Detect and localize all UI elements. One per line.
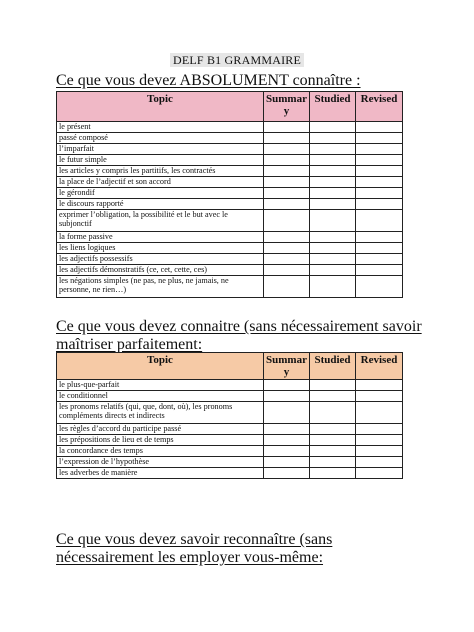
column-header-topic: Topic <box>57 353 264 380</box>
column-header-revised: Revised <box>356 92 403 122</box>
topic-cell: les pronoms relatifs (qui, que, dont, où), les pronoms compléments directs et indirects <box>57 402 264 424</box>
summary-checkbox-cell[interactable] <box>264 210 310 232</box>
column-header-summary: Summar y <box>264 353 310 380</box>
topic-cell: les liens logiques <box>57 243 264 254</box>
studied-checkbox-cell[interactable] <box>310 468 356 479</box>
table-row <box>57 402 403 424</box>
topic-cell: les règles d’accord du participe passé <box>57 424 264 435</box>
revised-checkbox-cell[interactable] <box>356 210 403 232</box>
column-header-studied: Studied <box>310 92 356 122</box>
summary-checkbox-cell[interactable] <box>264 265 310 276</box>
topic-cell: la place de l’adjectif et son accord <box>57 177 264 188</box>
studied-checkbox-cell[interactable] <box>310 188 356 199</box>
revised-checkbox-cell[interactable] <box>356 122 403 133</box>
revised-checkbox-cell[interactable] <box>356 243 403 254</box>
studied-checkbox-cell[interactable] <box>310 435 356 446</box>
studied-checkbox-cell[interactable] <box>310 457 356 468</box>
table-row <box>57 133 403 144</box>
table-header-row <box>57 353 403 380</box>
summary-checkbox-cell[interactable] <box>264 133 310 144</box>
topic-cell: les articles y compris les partitifs, les contractés <box>57 166 264 177</box>
summary-checkbox-cell[interactable] <box>264 177 310 188</box>
studied-checkbox-cell[interactable] <box>310 210 356 232</box>
summary-checkbox-cell[interactable] <box>264 276 310 298</box>
table-row <box>57 199 403 210</box>
summary-checkbox-cell[interactable] <box>264 166 310 177</box>
summary-checkbox-cell[interactable] <box>264 402 310 424</box>
topic-cell: le présent <box>57 122 264 133</box>
revised-checkbox-cell[interactable] <box>356 468 403 479</box>
topic-cell: exprimer l’obligation, la possibilité et le but avec le subjonctif <box>57 210 264 232</box>
summary-checkbox-cell[interactable] <box>264 254 310 265</box>
table-row <box>57 457 403 468</box>
topic-cell: les négations simples (ne pas, ne plus, ne jamais, ne personne, ne rien…) <box>57 276 264 298</box>
revised-checkbox-cell[interactable] <box>356 402 403 424</box>
summary-checkbox-cell[interactable] <box>264 446 310 457</box>
table-row <box>57 276 403 298</box>
table-row <box>57 155 403 166</box>
summary-checkbox-cell[interactable] <box>264 380 310 391</box>
revised-checkbox-cell[interactable] <box>356 276 403 298</box>
revised-checkbox-cell[interactable] <box>356 188 403 199</box>
table-row <box>57 166 403 177</box>
summary-checkbox-cell[interactable] <box>264 457 310 468</box>
summary-checkbox-cell[interactable] <box>264 243 310 254</box>
summary-checkbox-cell[interactable] <box>264 232 310 243</box>
section-heading-should-know: Ce que vous devez connaitre (sans nécessairement savoir maîtriser parfaitement: <box>56 318 422 353</box>
studied-checkbox-cell[interactable] <box>310 402 356 424</box>
topic-cell: les adjectifs possessifs <box>57 254 264 265</box>
table-row <box>57 243 403 254</box>
summary-checkbox-cell[interactable] <box>264 199 310 210</box>
studied-checkbox-cell[interactable] <box>310 155 356 166</box>
revised-checkbox-cell[interactable] <box>356 199 403 210</box>
column-header-topic: Topic <box>57 92 264 122</box>
column-header-studied: Studied <box>310 353 356 380</box>
summary-checkbox-cell[interactable] <box>264 391 310 402</box>
revised-checkbox-cell[interactable] <box>356 155 403 166</box>
topic-cell: passé composé <box>57 133 264 144</box>
studied-checkbox-cell[interactable] <box>310 177 356 188</box>
revised-checkbox-cell[interactable] <box>356 232 403 243</box>
revised-checkbox-cell[interactable] <box>356 254 403 265</box>
studied-checkbox-cell[interactable] <box>310 424 356 435</box>
studied-checkbox-cell[interactable] <box>310 276 356 298</box>
table-row <box>57 265 403 276</box>
topic-cell: la concordance des temps <box>57 446 264 457</box>
section-heading-recognize: Ce que vous devez savoir reconnaître (sans nécessairement les employer vous-même: <box>56 531 333 566</box>
studied-checkbox-cell[interactable] <box>310 199 356 210</box>
revised-checkbox-cell[interactable] <box>356 446 403 457</box>
topic-cell: le conditionnel <box>57 391 264 402</box>
studied-checkbox-cell[interactable] <box>310 144 356 155</box>
studied-checkbox-cell[interactable] <box>310 166 356 177</box>
summary-checkbox-cell[interactable] <box>264 188 310 199</box>
table-row <box>57 468 403 479</box>
table-row <box>57 144 403 155</box>
studied-checkbox-cell[interactable] <box>310 243 356 254</box>
column-header-revised: Revised <box>356 353 403 380</box>
topic-cell: l’imparfait <box>57 144 264 155</box>
revised-checkbox-cell[interactable] <box>356 457 403 468</box>
table-row <box>57 188 403 199</box>
topic-cell: l’expression de l’hypothèse <box>57 457 264 468</box>
topic-cell: le futur simple <box>57 155 264 166</box>
revised-checkbox-cell[interactable] <box>356 166 403 177</box>
topic-cell: le plus-que-parfait <box>57 380 264 391</box>
column-header-summary: Summar y <box>264 92 310 122</box>
table-row <box>57 232 403 243</box>
table-row <box>57 254 403 265</box>
summary-checkbox-cell[interactable] <box>264 468 310 479</box>
section-heading-must-know: Ce que vous devez ABSOLUMENT connaître : <box>56 72 361 89</box>
document-title: DELF B1 GRAMMAIRE <box>0 53 474 68</box>
table-row <box>57 122 403 133</box>
revised-checkbox-cell[interactable] <box>356 177 403 188</box>
topic-cell: la forme passive <box>57 232 264 243</box>
topic-cell: le discours rapporté <box>57 199 264 210</box>
studied-checkbox-cell[interactable] <box>310 254 356 265</box>
summary-checkbox-cell[interactable] <box>264 424 310 435</box>
revised-checkbox-cell[interactable] <box>356 144 403 155</box>
revised-checkbox-cell[interactable] <box>356 133 403 144</box>
studied-checkbox-cell[interactable] <box>310 122 356 133</box>
revised-checkbox-cell[interactable] <box>356 435 403 446</box>
table-row <box>57 177 403 188</box>
table-row <box>57 210 403 232</box>
summary-checkbox-cell[interactable] <box>264 144 310 155</box>
topics-table-should-know <box>56 352 403 479</box>
topics-table-must-know <box>56 91 403 298</box>
topic-cell: les prépositions de lieu et de temps <box>57 435 264 446</box>
table-row <box>57 391 403 402</box>
topic-cell: les adjectifs démonstratifs (ce, cet, cette, ces) <box>57 265 264 276</box>
topic-cell: le gérondif <box>57 188 264 199</box>
topic-cell: les adverbes de manière <box>57 468 264 479</box>
studied-checkbox-cell[interactable] <box>310 446 356 457</box>
summary-checkbox-cell[interactable] <box>264 122 310 133</box>
revised-checkbox-cell[interactable] <box>356 391 403 402</box>
summary-checkbox-cell[interactable] <box>264 155 310 166</box>
table-row <box>57 380 403 391</box>
table-row <box>57 446 403 457</box>
table-row <box>57 424 403 435</box>
revised-checkbox-cell[interactable] <box>356 265 403 276</box>
table-header-row <box>57 92 403 122</box>
revised-checkbox-cell[interactable] <box>356 424 403 435</box>
revised-checkbox-cell[interactable] <box>356 380 403 391</box>
studied-checkbox-cell[interactable] <box>310 232 356 243</box>
studied-checkbox-cell[interactable] <box>310 391 356 402</box>
table-row <box>57 435 403 446</box>
studied-checkbox-cell[interactable] <box>310 133 356 144</box>
studied-checkbox-cell[interactable] <box>310 265 356 276</box>
summary-checkbox-cell[interactable] <box>264 435 310 446</box>
studied-checkbox-cell[interactable] <box>310 380 356 391</box>
